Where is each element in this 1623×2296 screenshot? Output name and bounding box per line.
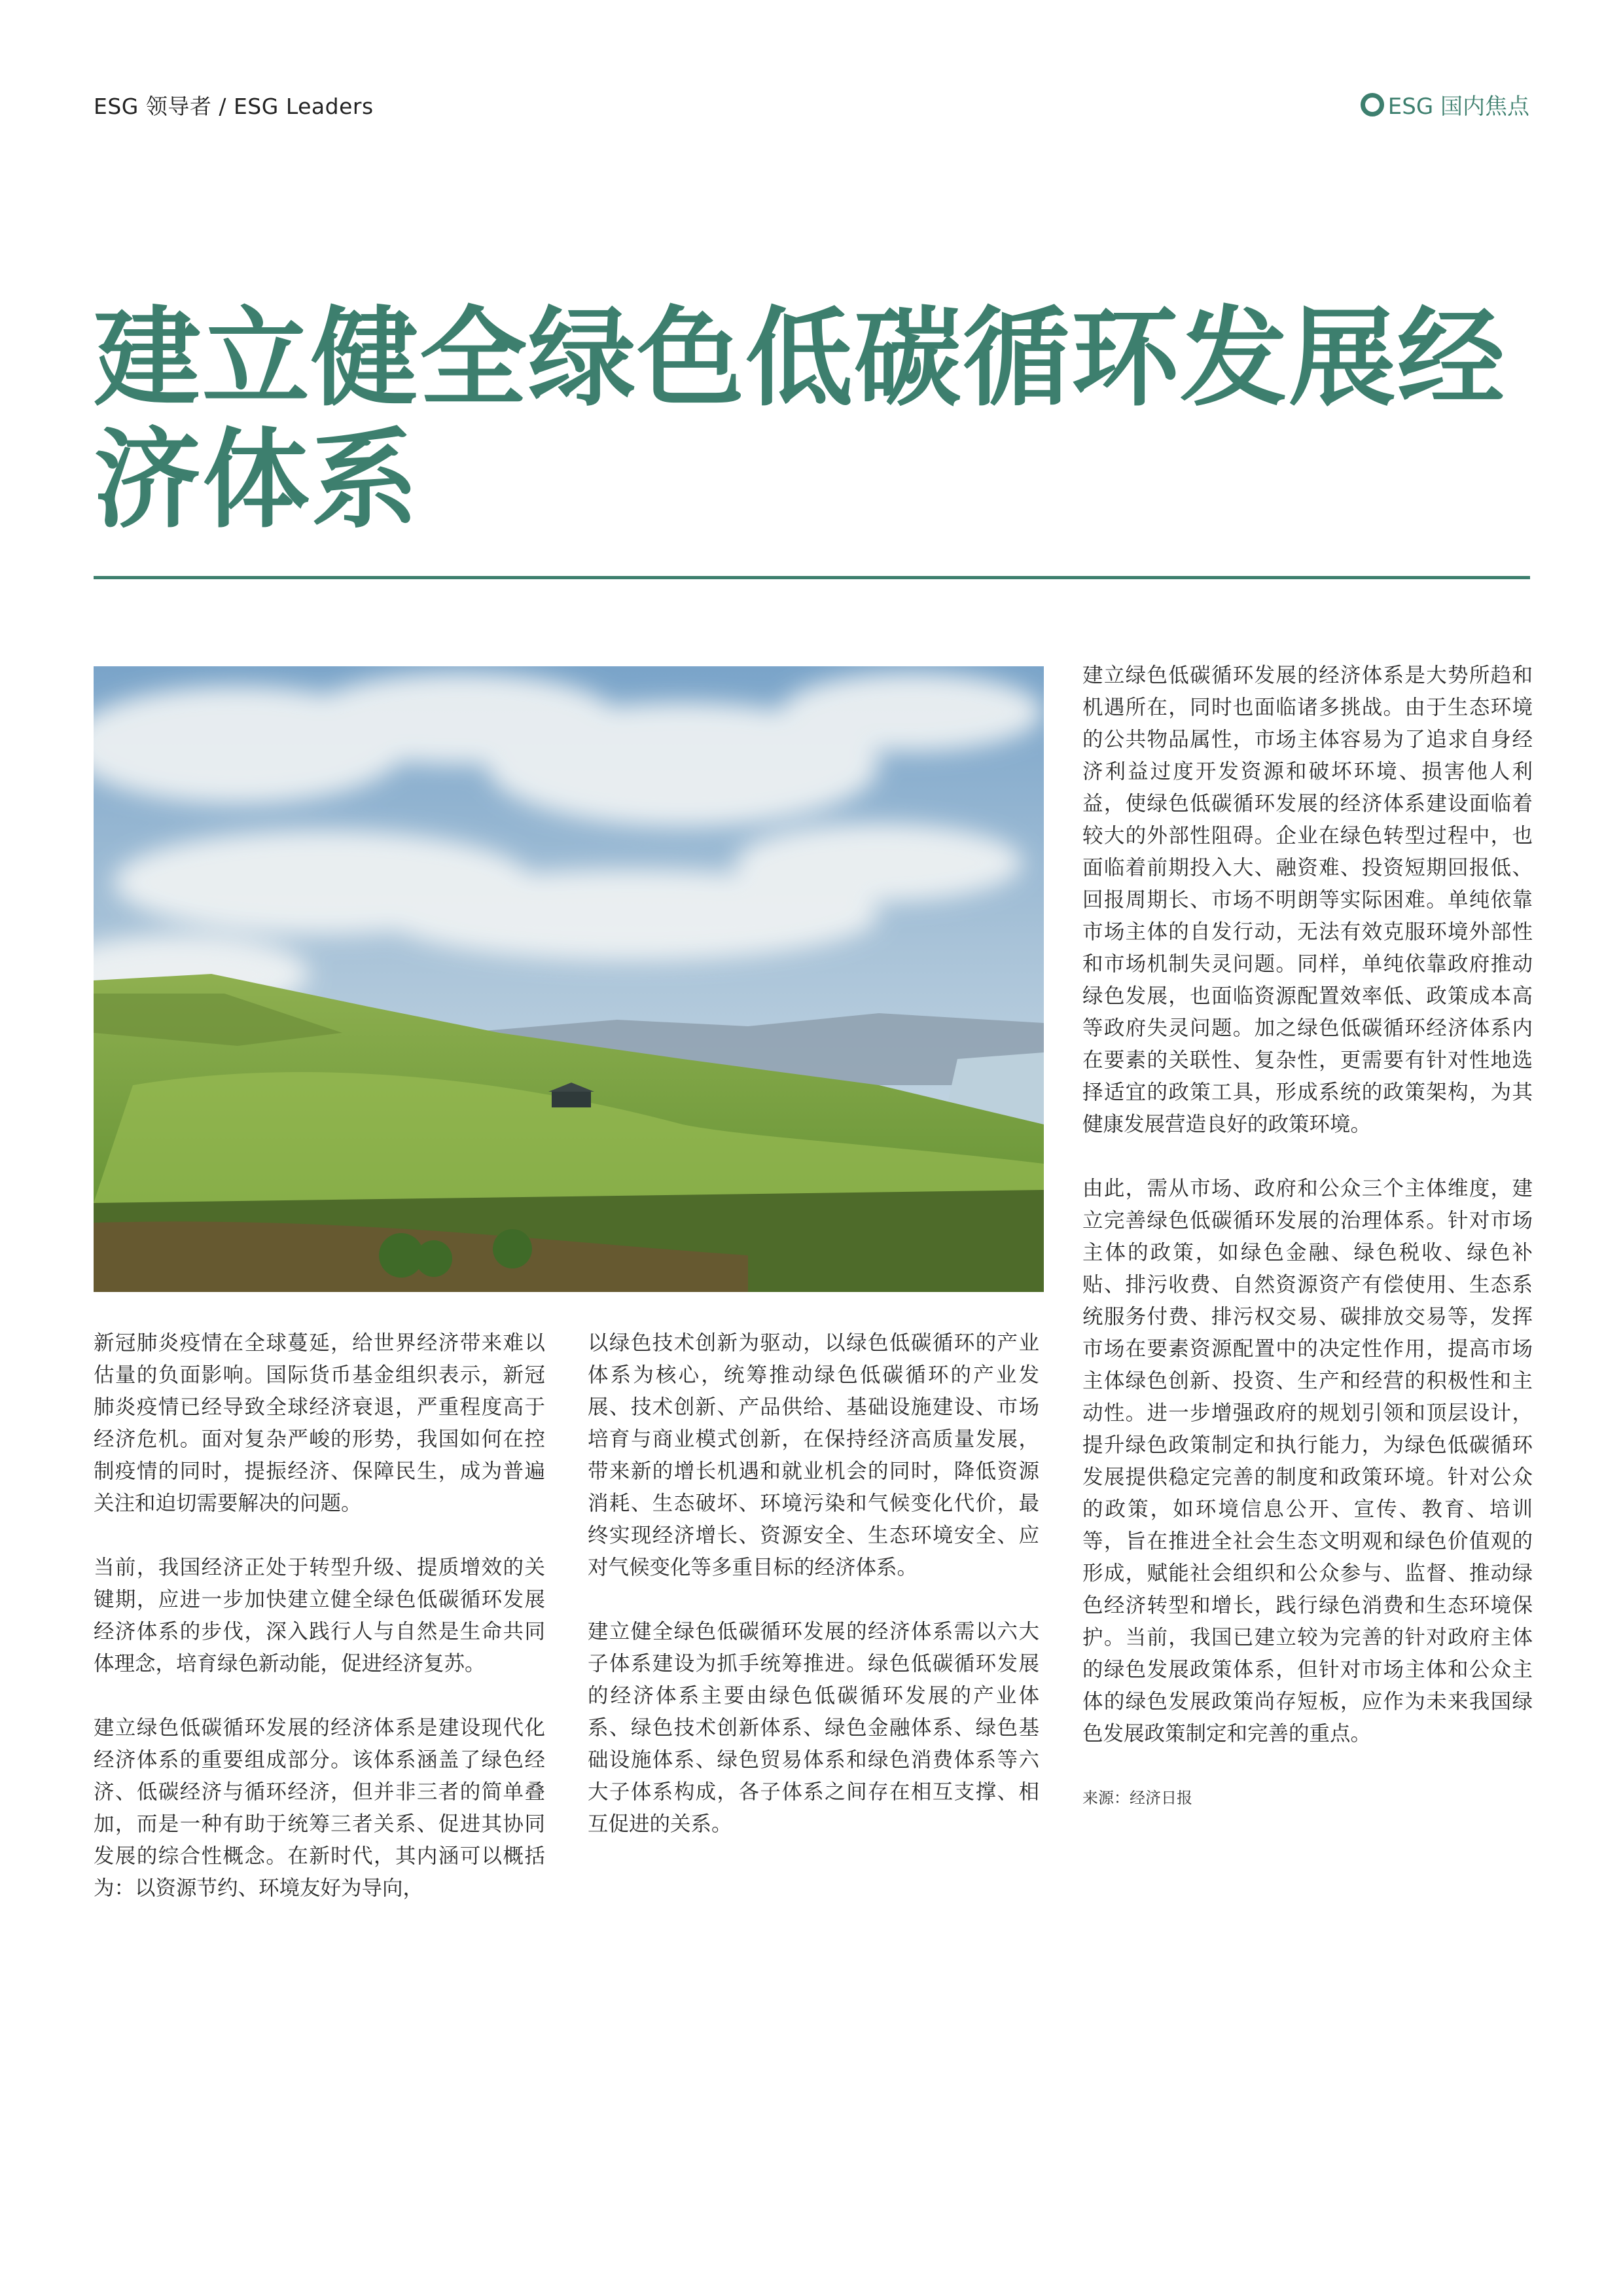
text-column-2 <box>588 1327 1039 1873</box>
title-divider <box>94 576 1530 579</box>
ring-icon <box>1361 93 1384 117</box>
paragraph: 由此，需从市场、政府和公众三个主体维度，建立完善绿色低碳循环发展的治理体系。针对市场主体的政策，如绿色金融、绿色税收、绿色补贴、排污收费、自然资源资产有偿使用、生态系统服务付费、排污权交易、碳排放交易等，发挥市场在要素资源配置中的决定性作用，提高市场主体绿色创新、投资、生产和经营的积极性和主动性。进一步增强政府的规划引领和顶层设计，提升绿色政策制定和执行能力，为绿色低碳循环发展提供稳定完善的制度和政策环境。针对公众的政策，如环境信息公开、宣传、教育、培训等，旨在推进全社会生态文明观和绿色价值观的形成，赋能社会组织和公众参与、监督、推动绿色经济转型和增长，践行绿色消费和生态环境保护。当前，我国已建立较为完善的针对政府主体的绿色发展政策体系，但针对市场主体和公众主体的绿色发展政策尚存短板，应作为未来我国绿色发展政策制定和完善的重点。 <box>1082 1177 1533 1746</box>
paragraph: 新冠肺炎疫情在全球蔓延，给世界经济带来难以估量的负面影响。国际货币基金组织表示，新冠肺炎疫情已经导致全球经济衰退，严重程度高于经济危机。面对复杂严峻的形势，我国如何在控制疫情的同时，提振经济、保障民生，成为普遍关注和迫切需要解决的问题。 <box>94 1331 545 1515</box>
text-column-3 <box>1082 660 1533 1814</box>
landscape-photo <box>94 666 1044 1292</box>
section-label-text: ESG 国内焦点 <box>1387 94 1529 120</box>
article-title: 建立健全绿色低碳循环发展经济体系 <box>94 296 1507 543</box>
paragraph: 当前，我国经济正处于转型升级、提质增效的关键期，应进一步加快建立健全绿色低碳循环发展经济体系的步伐，深入践行人与自然是生命共同体理念，培育绿色新动能，促进经济复苏。 <box>94 1556 545 1676</box>
paragraph: 建立绿色低碳循环发展的经济体系是建设现代化经济体系的重要组成部分。该体系涵盖了绿色经济、低碳经济与循环经济，但并非三者的简单叠加，而是一种有助于统筹三者关系、促进其协同发展的综合性概念。在新时代，其内涵可以概括为：以资源节约、环境友好为导向， <box>94 1716 545 1900</box>
source-citation: 来源：经济日报 <box>1082 1789 1192 1807</box>
paragraph: 建立健全绿色低碳循环发展的经济体系需以六大子体系建设为抓手统筹推进。绿色低碳循环发展的经济体系主要由绿色低碳循环发展的产业体系、绿色技术创新体系、绿色金融体系、绿色基础设施体系、绿色贸易体系和绿色消费体系等六大子体系构成，各子体系之间存在相互支撑、相互促进的关系。 <box>588 1620 1039 1836</box>
paragraph: 建立绿色低碳循环发展的经济体系是大势所趋和机遇所在，同时也面临诸多挑战。由于生态环境的公共物品属性，市场主体容易为了追求自身经济利益过度开发资源和破坏环境、损害他人利益，使绿色低碳循环发展的经济体系建设面临着较大的外部性阻碍。企业在绿色转型过程中，也面临着前期投入大、融资难、投资短期回报低、回报周期长、市场不明朗等实际困难。单纯依靠市场主体的自发行动，无法有效克服环境外部性和市场机制失灵问题。同样，单纯依靠政府推动绿色发展，也面临资源配置效率低、政策成本高等政府失灵问题。加之绿色低碳循环经济体系内在要素的关联性、复杂性，更需要有针对性地选择适宜的政策工具，形成系统的政策架构，为其健康发展营造良好的政策环境。 <box>1082 664 1533 1136</box>
text-column-1 <box>94 1327 545 1937</box>
section-label <box>1361 88 1529 120</box>
publication-name: ESG 领导者 / ESG Leaders <box>94 94 374 119</box>
paragraph: 以绿色技术创新为驱动，以绿色低碳循环的产业体系为核心，统筹推动绿色低碳循环的产业发展、技术创新、产品供给、基础设施建设、市场培育与商业模式创新，在保持经济高质量发展，带来新的增长机遇和就业机会的同时，降低资源消耗、生态破坏、环境污染和气候变化代价，最终实现经济增长、资源安全、生态环境安全、应对气候变化等多重目标的经济体系。 <box>588 1331 1039 1579</box>
